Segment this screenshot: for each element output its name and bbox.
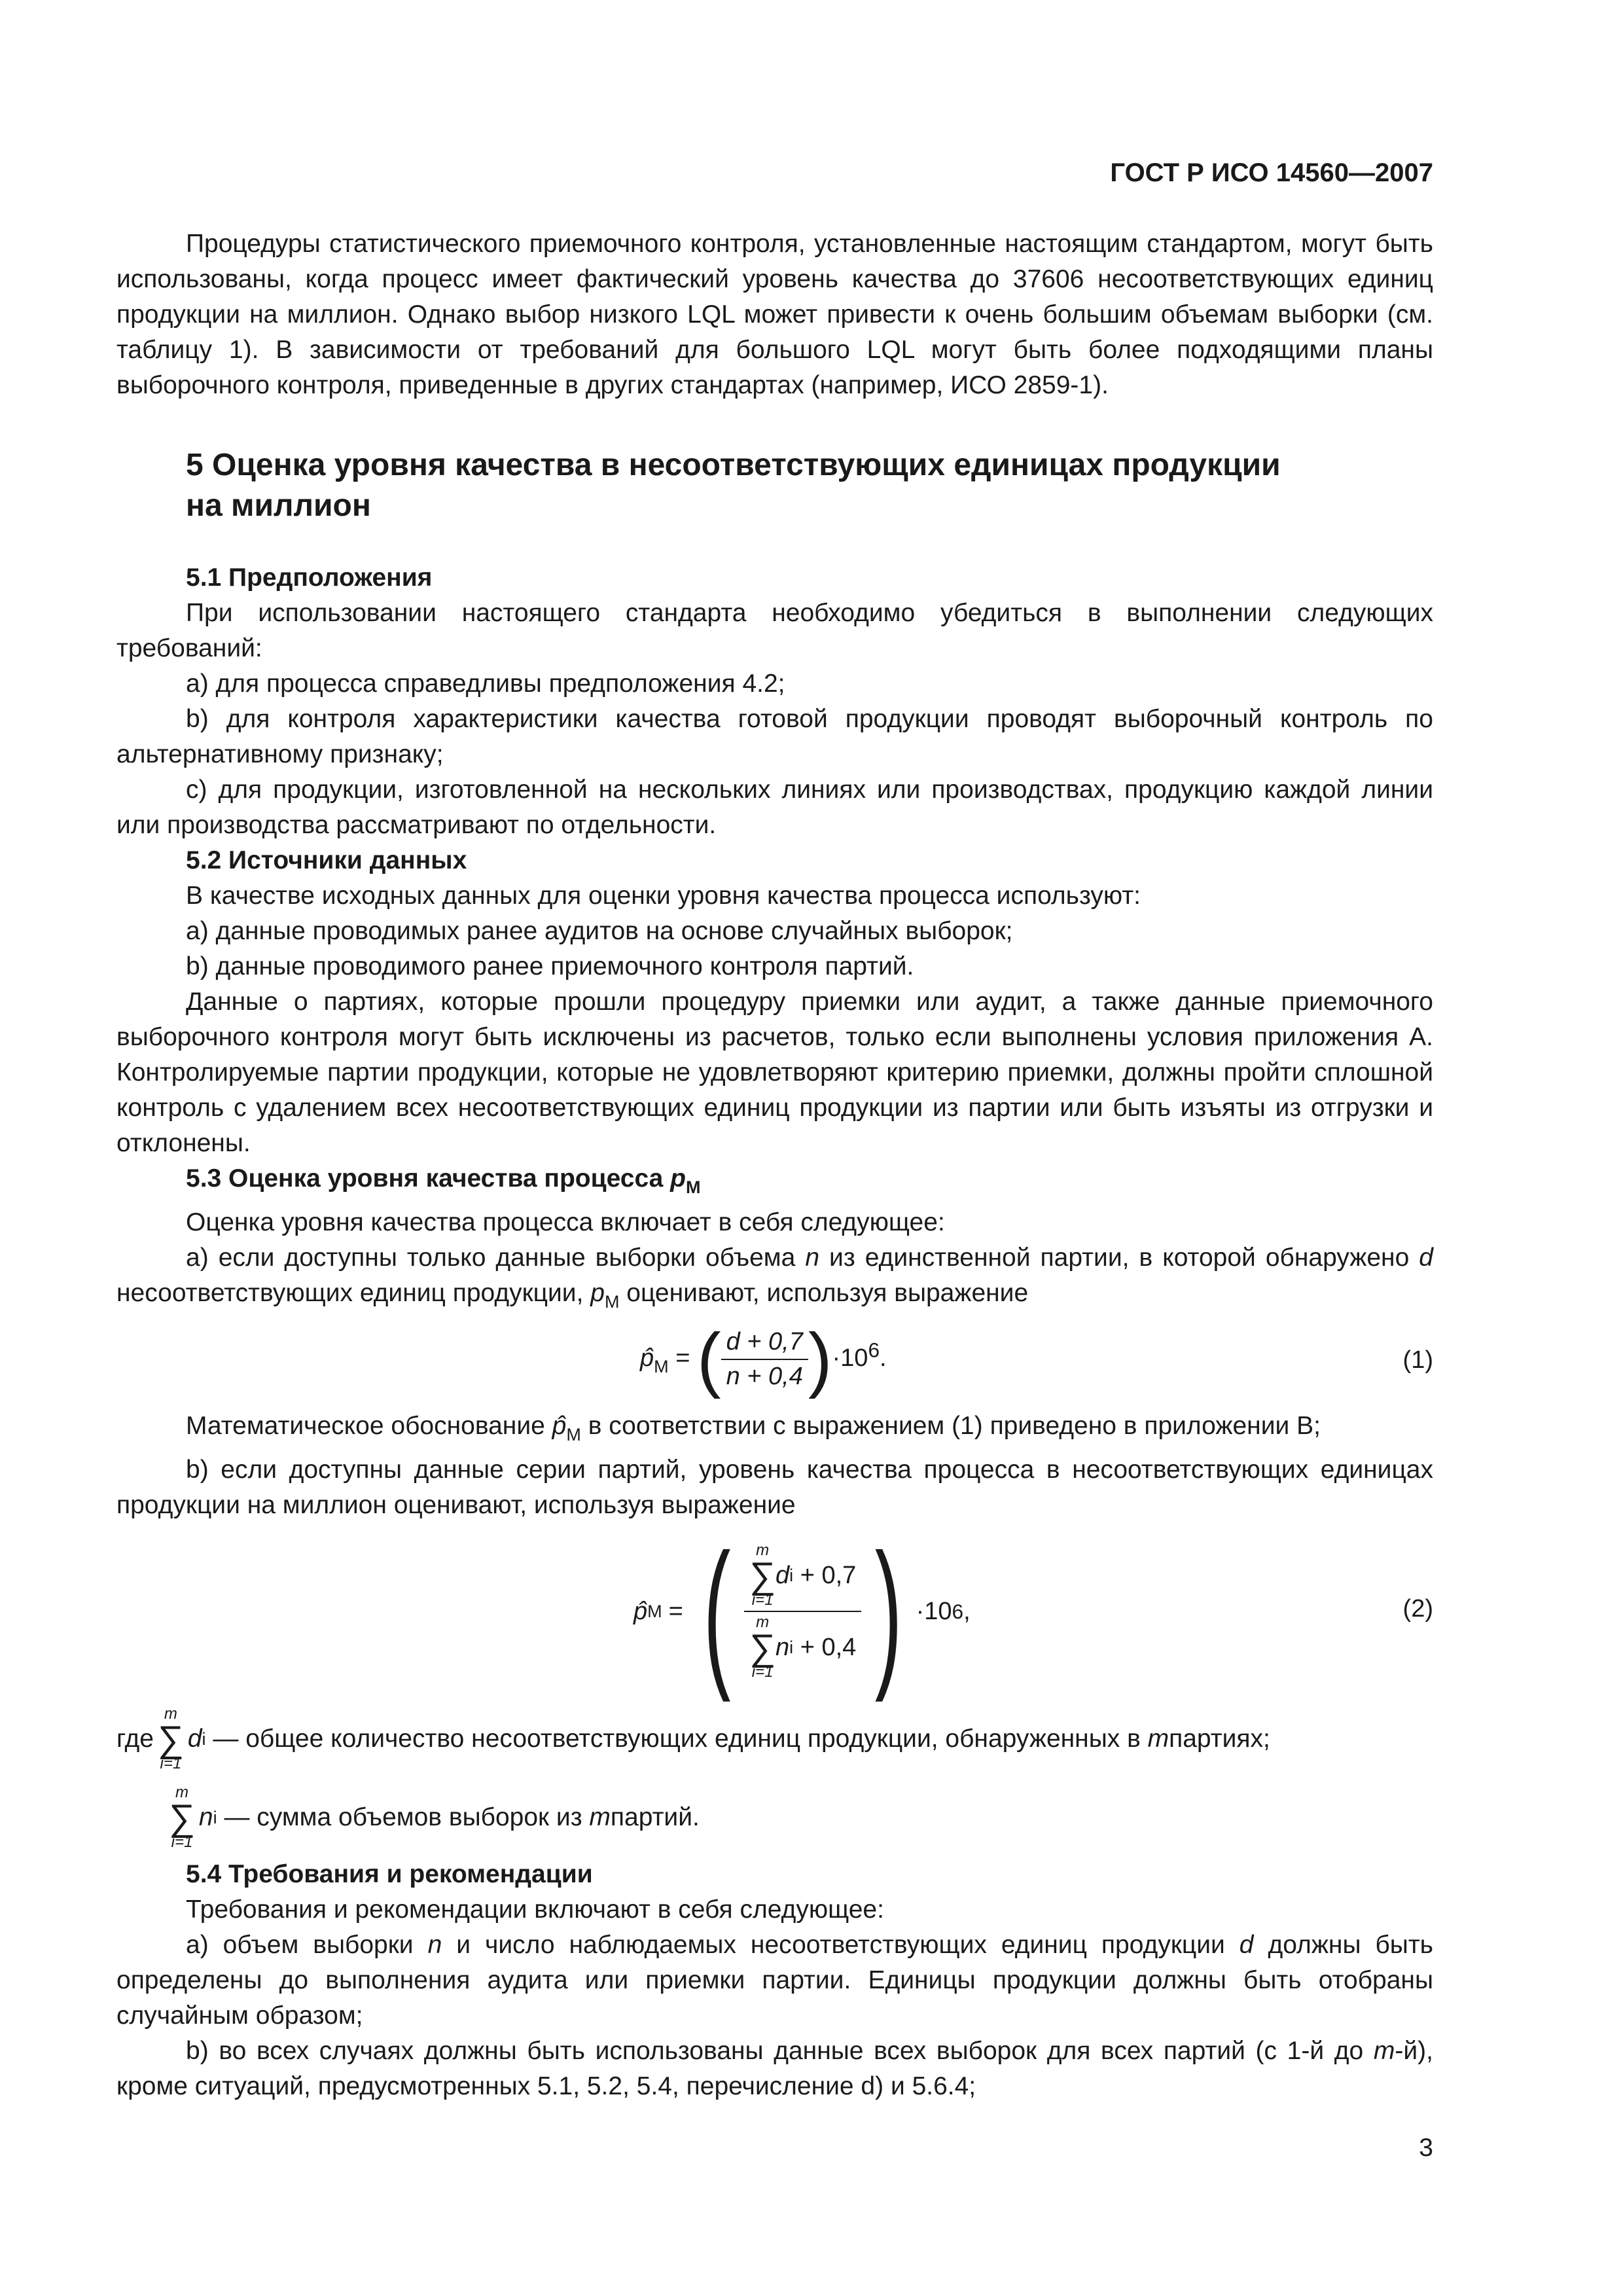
body-text xyxy=(116,226,1433,2104)
subsection-5-4-title: 5.4 Требования и рекомендации xyxy=(186,1860,593,1888)
s53-item-b: b) если доступны данные серии партий, уровень качества процесса в несоответствующих единицах продукции на миллион оценивают, используя выражение xyxy=(116,1456,1433,1519)
s54-item-b: b) во всех случаях должны быть использованы данные всех выборок для всех партий (с 1-й до m-й), кроме ситуаций, предусмотренных 5.1, 5.2, 5.4, перечисление d) и 5.6.4; xyxy=(116,2037,1433,2100)
document-page xyxy=(116,0,1433,2296)
s52-paragraph-2: Данные о партиях, которые прошли процедуру приемки или аудит, а также данные приемочного выборочного контроля могут быть исключены из расчетов, только если выполнены условия приложения А. Контролируемые партии продукции, которые не удовлетворяют критерию приемки, должны пройти сплошной контроль с удалением всех несоответствующих единиц продукции из партии или быть изъяты из отгрузки и отклонены. xyxy=(116,988,1433,1157)
section-5-title-line1: 5 Оценка уровня качества в несоответствующих единицах продукции xyxy=(186,448,1281,482)
s52-paragraph: В качестве исходных данных для оценки уровня качества процесса используют: xyxy=(186,882,1141,910)
section-5-title xyxy=(116,445,1433,526)
s51-item-a: а) для процесса справедливы предположения 4.2; xyxy=(186,670,785,698)
equation-2: p̂ М = ( m ∑ i=1 d i + 0,7 m ∑ i=1 n i + 0,4 ) ·10 6 , (2) xyxy=(633,1520,1433,1702)
s51-paragraph: При использовании настоящего стандарта необходимо убедиться в выполнении следующих требований: xyxy=(116,599,1433,662)
s51-item-b: b) для контроля характеристики качества готовой продукции проводят выборочный контроль по альтернативному признаку; xyxy=(116,705,1433,768)
s54-paragraph: Требования и рекомендации включают в себя следующее: xyxy=(186,1895,884,1924)
section-5-title-line2: на миллион xyxy=(186,488,371,523)
s53-paragraph: Оценка уровня качества процесса включает в себя следующее: xyxy=(186,1208,945,1236)
eq1-fraction: $\frac{d + 0,7}{n + 0,4}$ xyxy=(721,1328,808,1391)
s51-item-c: с) для продукции, изготовленной на нескольких линиях или производствах, продукцию каждой линии или производства рассматривают по отдельности. xyxy=(116,776,1433,839)
equation-1: $p̂_М$ = ( $\frac{d + 0,7}{n + 0,4}$ )$\cdot 10^6$. (1) xyxy=(640,1319,1433,1399)
page-number: 3 xyxy=(1419,2134,1433,2162)
sum-icon: m ∑ i=1 xyxy=(749,1613,776,1681)
sum-icon: m ∑ i=1 xyxy=(157,1705,184,1772)
equation-1-number: (1) xyxy=(1402,1346,1433,1374)
s53-item-a: а) если доступны только данные выборки объема n из единственной партии, в которой обнаружено d несоответствующих единиц продукции, $p_М$ оценивают, используя выражение xyxy=(116,1244,1433,1312)
where-line-1: где m ∑ i=1 d i — общее количество несоответствующих единиц продукции, обнаруженных в m партиях; xyxy=(116,1705,1270,1772)
document-header: ГОСТ Р ИСО 14560—2007 xyxy=(1110,158,1433,187)
s53-math-justification: Математическое обоснование $p̂_М$ в соответствии с выражением (1) приведено в приложении В; xyxy=(186,1412,1321,1444)
subsection-5-1-title: 5.1 Предположения xyxy=(186,564,433,592)
sum-icon: m ∑ i=1 xyxy=(169,1784,195,1851)
s52-item-b: b) данные проводимого ранее приемочного контроля партий. xyxy=(186,952,914,980)
subsection-5-2-title: 5.2 Источники данных xyxy=(186,846,467,874)
where-line-2: m ∑ i=1 n i — сумма объемов выборок из m партий. xyxy=(169,1784,700,1851)
s52-item-a: а) данные проводимых ранее аудитов на основе случайных выборок; xyxy=(186,917,1013,945)
intro-paragraph: Процедуры статистического приемочного контроля, установленные настоящим стандартом, могут быть использованы, когда процесс имеет фактический уровень качества до 37606 несоответствующих единиц продукции на миллион. Однако выбор низкого LQL может привести к очень большим объемам выборки (см. таблицу 1). В зависимости от требований для большого LQL могут быть более подходящими планы выборочного контроля, приведенные в других стандартах (например, ИСО 2859-1). xyxy=(116,230,1433,399)
eq2-fraction: m ∑ i=1 d i + 0,7 m ∑ i=1 n i + 0,4 xyxy=(744,1543,861,1680)
subsection-5-3-title: 5.3 Оценка уровня качества процесса $p_М$ xyxy=(186,1164,701,1197)
equation-2-number: (2) xyxy=(1402,1595,1433,1623)
s54-item-a: а) объем выборки n и число наблюдаемых несоответствующих единиц продукции d должны быть определены до выполнения аудита или приемки партии. Единицы продукции должны быть отобраны случайным образом; xyxy=(116,1931,1434,2030)
sum-icon: m ∑ i=1 xyxy=(749,1541,776,1609)
